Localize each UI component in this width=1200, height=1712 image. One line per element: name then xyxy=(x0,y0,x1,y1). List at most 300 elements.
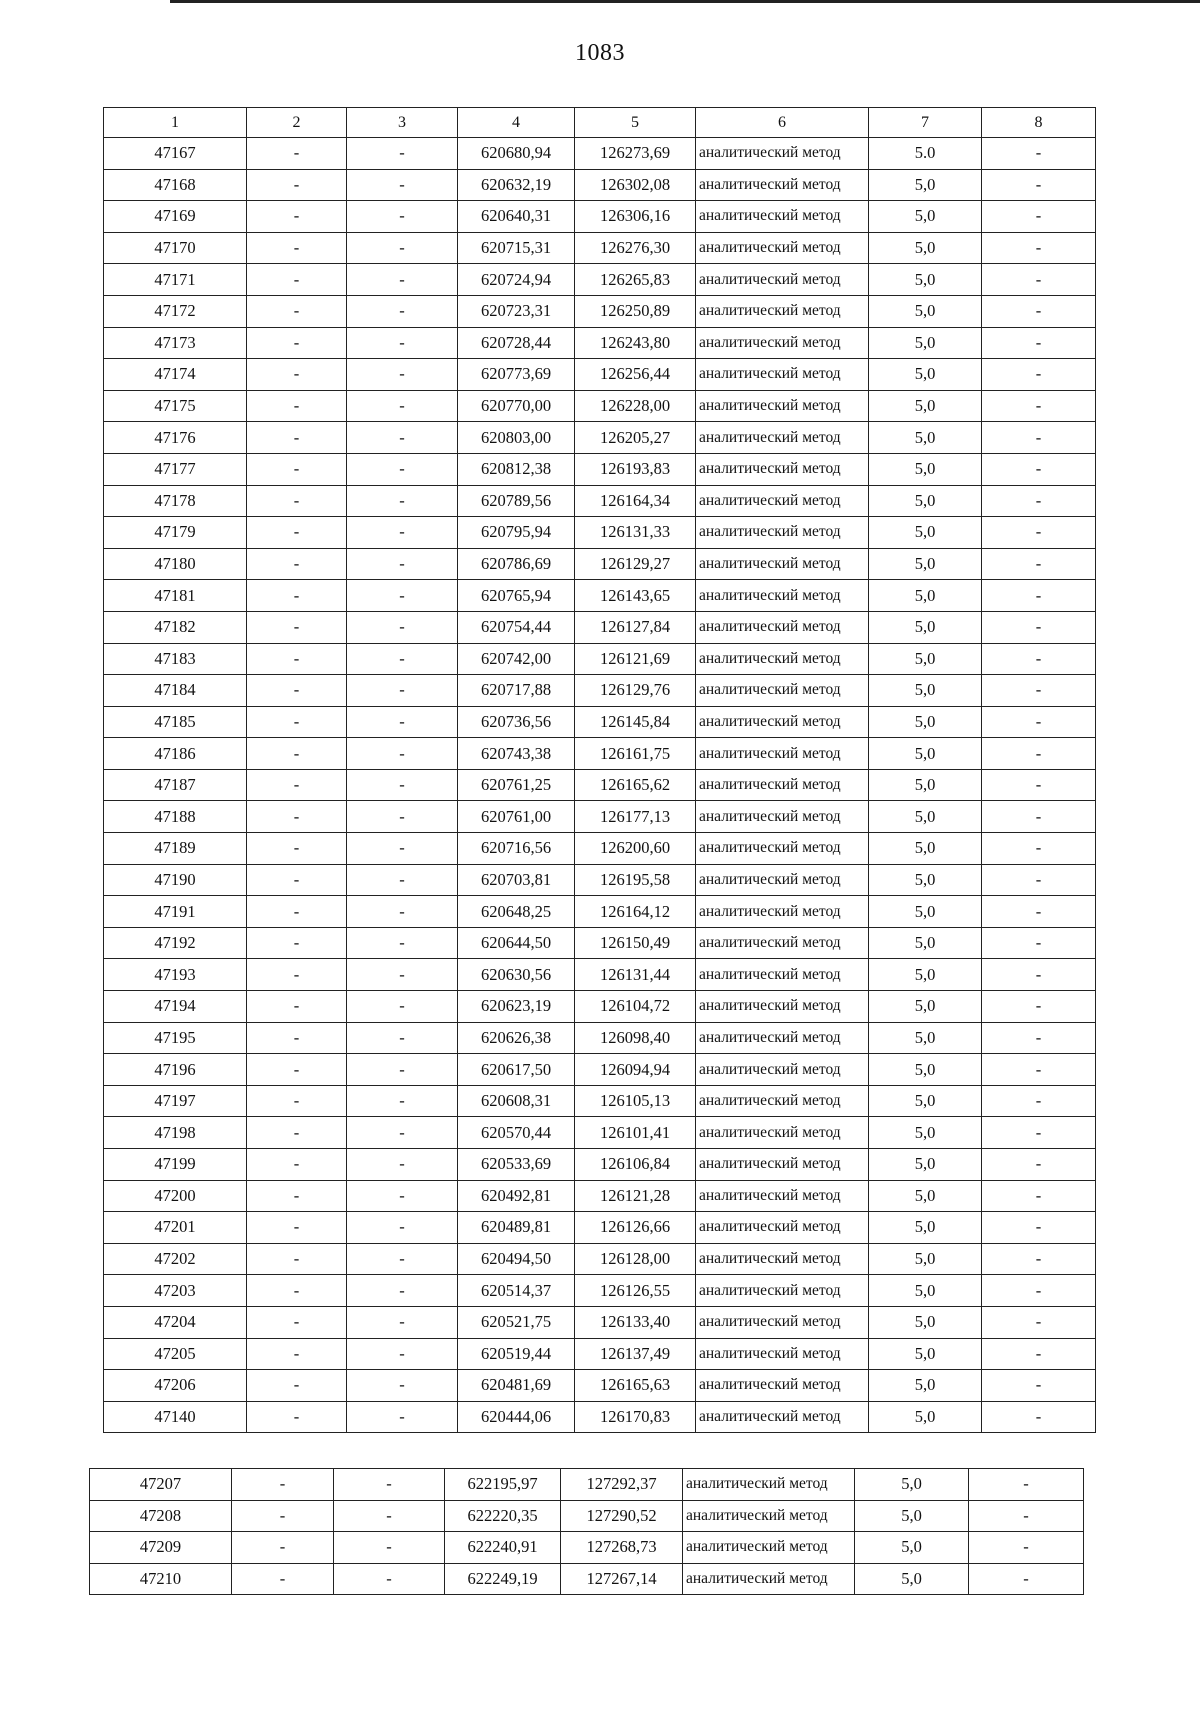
cell-col-4: 620489,81 xyxy=(458,1212,575,1244)
cell-col-4: 620640,31 xyxy=(458,201,575,233)
cell-col-5: 126131,33 xyxy=(575,517,696,549)
cell-col-3: - xyxy=(347,611,458,643)
cell-col-1: 47184 xyxy=(104,675,247,707)
cell-col-2: - xyxy=(247,295,347,327)
cell-col-6: аналитический метод xyxy=(696,517,869,549)
table-row xyxy=(104,548,1096,580)
cell-col-3: - xyxy=(347,1149,458,1181)
cell-col-7: 5,0 xyxy=(869,706,982,738)
table-row xyxy=(104,769,1096,801)
cell-col-5: 126106,84 xyxy=(575,1149,696,1181)
cell-col-8: - xyxy=(982,1085,1096,1117)
cell-col-5: 126165,62 xyxy=(575,769,696,801)
cell-col-6: аналитический метод xyxy=(696,232,869,264)
cell-col-4: 622240,91 xyxy=(445,1532,561,1564)
cell-col-5: 126195,58 xyxy=(575,864,696,896)
cell-col-3: - xyxy=(347,769,458,801)
cell-col-2: - xyxy=(247,611,347,643)
cell-col-6: аналитический метод xyxy=(696,1054,869,1086)
table-row xyxy=(104,1306,1096,1338)
cell-col-3: - xyxy=(347,1180,458,1212)
cell-col-2: - xyxy=(247,1306,347,1338)
cell-col-1: 47197 xyxy=(104,1085,247,1117)
cell-col-7: 5,0 xyxy=(869,390,982,422)
column-header-5: 5 xyxy=(575,108,696,138)
cell-col-4: 620492,81 xyxy=(458,1180,575,1212)
cell-col-7: 5,0 xyxy=(869,1022,982,1054)
cell-col-2: - xyxy=(247,548,347,580)
cell-col-7: 5,0 xyxy=(869,1243,982,1275)
cell-col-4: 620632,19 xyxy=(458,169,575,201)
page-number: 1083 xyxy=(575,40,625,66)
cell-col-1: 47174 xyxy=(104,359,247,391)
cell-col-6: аналитический метод xyxy=(696,1085,869,1117)
cell-col-3: - xyxy=(347,359,458,391)
cell-col-7: 5,0 xyxy=(869,991,982,1023)
cell-col-8: - xyxy=(982,611,1096,643)
coordinates-table-continued xyxy=(89,1468,1084,1595)
cell-col-1: 47179 xyxy=(104,517,247,549)
cell-col-1: 47195 xyxy=(104,1022,247,1054)
cell-col-2: - xyxy=(247,1338,347,1370)
cell-col-4: 620786,69 xyxy=(458,548,575,580)
cell-col-1: 47208 xyxy=(90,1500,232,1532)
cell-col-5: 126177,13 xyxy=(575,801,696,833)
cell-col-8: - xyxy=(982,1149,1096,1181)
cell-col-1: 47200 xyxy=(104,1180,247,1212)
table-row xyxy=(104,706,1096,738)
table-row xyxy=(104,453,1096,485)
cell-col-6: аналитический метод xyxy=(696,1338,869,1370)
cell-col-4: 620481,69 xyxy=(458,1370,575,1402)
cell-col-1: 47188 xyxy=(104,801,247,833)
table-row xyxy=(104,232,1096,264)
table-row xyxy=(104,422,1096,454)
cell-col-6: аналитический метод xyxy=(696,1180,869,1212)
cell-col-1: 47198 xyxy=(104,1117,247,1149)
cell-col-8: - xyxy=(982,738,1096,770)
cell-col-7: 5,0 xyxy=(869,201,982,233)
cell-col-7: 5,0 xyxy=(869,769,982,801)
cell-col-3: - xyxy=(347,864,458,896)
cell-col-6: аналитический метод xyxy=(696,1275,869,1307)
cell-col-8: - xyxy=(982,264,1096,296)
cell-col-3: - xyxy=(347,201,458,233)
table-row xyxy=(104,611,1096,643)
cell-col-4: 620765,94 xyxy=(458,580,575,612)
cell-col-8: - xyxy=(969,1563,1084,1595)
cell-col-5: 126205,27 xyxy=(575,422,696,454)
cell-col-4: 620703,81 xyxy=(458,864,575,896)
cell-col-6: аналитический метод xyxy=(696,264,869,296)
cell-col-4: 620717,88 xyxy=(458,675,575,707)
table-row xyxy=(104,201,1096,233)
cell-col-2: - xyxy=(247,1022,347,1054)
cell-col-5: 126094,94 xyxy=(575,1054,696,1086)
cell-col-4: 620570,44 xyxy=(458,1117,575,1149)
cell-col-7: 5,0 xyxy=(869,611,982,643)
cell-col-4: 620715,31 xyxy=(458,232,575,264)
cell-col-6: аналитический метод xyxy=(696,643,869,675)
cell-col-5: 127268,73 xyxy=(561,1532,683,1564)
cell-col-3: - xyxy=(347,643,458,675)
cell-col-8: - xyxy=(982,548,1096,580)
cell-col-7: 5,0 xyxy=(869,1117,982,1149)
cell-col-6: аналитический метод xyxy=(696,675,869,707)
cell-col-6: аналитический метод xyxy=(696,1022,869,1054)
cell-col-4: 622220,35 xyxy=(445,1500,561,1532)
cell-col-4: 620494,50 xyxy=(458,1243,575,1275)
cell-col-6: аналитический метод xyxy=(696,1149,869,1181)
cell-col-5: 126193,83 xyxy=(575,453,696,485)
cell-col-6: аналитический метод xyxy=(683,1563,855,1595)
cell-col-6: аналитический метод xyxy=(696,485,869,517)
cell-col-6: аналитический метод xyxy=(683,1500,855,1532)
cell-col-1: 47168 xyxy=(104,169,247,201)
cell-col-3: - xyxy=(334,1469,445,1501)
cell-col-5: 126104,72 xyxy=(575,991,696,1023)
cell-col-2: - xyxy=(247,485,347,517)
cell-col-8: - xyxy=(982,517,1096,549)
coordinates-table xyxy=(103,107,1096,1433)
cell-col-3: - xyxy=(347,959,458,991)
cell-col-8: - xyxy=(982,706,1096,738)
cell-col-4: 620630,56 xyxy=(458,959,575,991)
table-row xyxy=(104,359,1096,391)
cell-col-2: - xyxy=(247,896,347,928)
cell-col-5: 126250,89 xyxy=(575,295,696,327)
cell-col-6: аналитический метод xyxy=(696,580,869,612)
cell-col-7: 5,0 xyxy=(869,1306,982,1338)
cell-col-5: 127292,37 xyxy=(561,1469,683,1501)
cell-col-1: 47194 xyxy=(104,991,247,1023)
cell-col-2: - xyxy=(247,1212,347,1244)
cell-col-8: - xyxy=(982,1275,1096,1307)
cell-col-8: - xyxy=(982,1370,1096,1402)
cell-col-1: 47187 xyxy=(104,769,247,801)
cell-col-3: - xyxy=(347,896,458,928)
table-row xyxy=(104,138,1096,170)
cell-col-8: - xyxy=(982,927,1096,959)
cell-col-8: - xyxy=(982,1180,1096,1212)
table-row xyxy=(104,390,1096,422)
cell-col-5: 126164,34 xyxy=(575,485,696,517)
column-header-1: 1 xyxy=(104,108,247,138)
top-rule xyxy=(170,0,1200,3)
cell-col-5: 126164,12 xyxy=(575,896,696,928)
cell-col-1: 47186 xyxy=(104,738,247,770)
cell-col-6: аналитический метод xyxy=(696,801,869,833)
cell-col-2: - xyxy=(247,833,347,865)
table-row xyxy=(104,517,1096,549)
cell-col-3: - xyxy=(347,1085,458,1117)
cell-col-4: 620812,38 xyxy=(458,453,575,485)
cell-col-1: 47169 xyxy=(104,201,247,233)
cell-col-2: - xyxy=(247,991,347,1023)
cell-col-3: - xyxy=(347,991,458,1023)
table-row xyxy=(104,295,1096,327)
cell-col-1: 47207 xyxy=(90,1469,232,1501)
column-header-3: 3 xyxy=(347,108,458,138)
cell-col-7: 5,0 xyxy=(869,453,982,485)
cell-col-4: 620519,44 xyxy=(458,1338,575,1370)
cell-col-6: аналитический метод xyxy=(696,1401,869,1433)
cell-col-5: 126243,80 xyxy=(575,327,696,359)
cell-col-8: - xyxy=(982,1117,1096,1149)
table-row xyxy=(90,1532,1084,1564)
cell-col-1: 47190 xyxy=(104,864,247,896)
cell-col-7: 5,0 xyxy=(869,1054,982,1086)
cell-col-3: - xyxy=(334,1563,445,1595)
cell-col-2: - xyxy=(232,1532,334,1564)
cell-col-7: 5,0 xyxy=(869,896,982,928)
cell-col-2: - xyxy=(247,138,347,170)
table-row xyxy=(104,1212,1096,1244)
cell-col-6: аналитический метод xyxy=(696,1117,869,1149)
cell-col-7: 5,0 xyxy=(869,801,982,833)
table-row xyxy=(104,264,1096,296)
cell-col-1: 47185 xyxy=(104,706,247,738)
cell-col-3: - xyxy=(347,706,458,738)
column-header-7: 7 xyxy=(869,108,982,138)
cell-col-1: 47191 xyxy=(104,896,247,928)
table-row xyxy=(104,1180,1096,1212)
cell-col-1: 47173 xyxy=(104,327,247,359)
cell-col-8: - xyxy=(982,959,1096,991)
cell-col-8: - xyxy=(982,1054,1096,1086)
cell-col-4: 620644,50 xyxy=(458,927,575,959)
cell-col-5: 127267,14 xyxy=(561,1563,683,1595)
cell-col-7: 5,0 xyxy=(869,1275,982,1307)
cell-col-3: - xyxy=(347,1212,458,1244)
cell-col-6: аналитический метод xyxy=(696,295,869,327)
cell-col-1: 47177 xyxy=(104,453,247,485)
cell-col-5: 126101,41 xyxy=(575,1117,696,1149)
cell-col-2: - xyxy=(232,1469,334,1501)
cell-col-2: - xyxy=(247,1085,347,1117)
cell-col-8: - xyxy=(982,453,1096,485)
cell-col-2: - xyxy=(247,517,347,549)
cell-col-3: - xyxy=(347,232,458,264)
cell-col-7: 5,0 xyxy=(869,517,982,549)
table-row xyxy=(104,1338,1096,1370)
cell-col-8: - xyxy=(969,1532,1084,1564)
cell-col-2: - xyxy=(247,359,347,391)
column-header-2: 2 xyxy=(247,108,347,138)
cell-col-8: - xyxy=(982,580,1096,612)
cell-col-1: 47205 xyxy=(104,1338,247,1370)
cell-col-2: - xyxy=(247,580,347,612)
cell-col-1: 47209 xyxy=(90,1532,232,1564)
cell-col-6: аналитический метод xyxy=(696,1306,869,1338)
cell-col-2: - xyxy=(247,422,347,454)
cell-col-5: 126133,40 xyxy=(575,1306,696,1338)
cell-col-3: - xyxy=(334,1532,445,1564)
cell-col-6: аналитический метод xyxy=(696,359,869,391)
cell-col-2: - xyxy=(247,801,347,833)
cell-col-5: 126273,69 xyxy=(575,138,696,170)
cell-col-3: - xyxy=(347,548,458,580)
cell-col-1: 47189 xyxy=(104,833,247,865)
cell-col-3: - xyxy=(347,295,458,327)
cell-col-8: - xyxy=(982,801,1096,833)
cell-col-1: 47193 xyxy=(104,959,247,991)
cell-col-5: 126276,30 xyxy=(575,232,696,264)
cell-col-8: - xyxy=(982,1401,1096,1433)
cell-col-4: 620623,19 xyxy=(458,991,575,1023)
cell-col-2: - xyxy=(247,1117,347,1149)
cell-col-2: - xyxy=(247,232,347,264)
cell-col-6: аналитический метод xyxy=(696,927,869,959)
cell-col-7: 5,0 xyxy=(869,548,982,580)
cell-col-3: - xyxy=(347,1054,458,1086)
cell-col-1: 47210 xyxy=(90,1563,232,1595)
cell-col-7: 5,0 xyxy=(869,1370,982,1402)
cell-col-7: 5,0 xyxy=(869,232,982,264)
cell-col-5: 126129,27 xyxy=(575,548,696,580)
cell-col-4: 620754,44 xyxy=(458,611,575,643)
table-row xyxy=(104,485,1096,517)
cell-col-7: 5.0 xyxy=(869,138,982,170)
table-row xyxy=(104,1117,1096,1149)
cell-col-8: - xyxy=(982,1306,1096,1338)
cell-col-7: 5,0 xyxy=(869,1401,982,1433)
table-row xyxy=(104,927,1096,959)
cell-col-4: 620761,25 xyxy=(458,769,575,801)
cell-col-8: - xyxy=(982,864,1096,896)
cell-col-3: - xyxy=(347,801,458,833)
table-row xyxy=(104,833,1096,865)
cell-col-3: - xyxy=(347,390,458,422)
cell-col-2: - xyxy=(247,1370,347,1402)
cell-col-1: 47172 xyxy=(104,295,247,327)
cell-col-4: 620444,06 xyxy=(458,1401,575,1433)
cell-col-3: - xyxy=(347,264,458,296)
cell-col-5: 126256,44 xyxy=(575,359,696,391)
cell-col-1: 47175 xyxy=(104,390,247,422)
cell-col-1: 47199 xyxy=(104,1149,247,1181)
cell-col-5: 126228,00 xyxy=(575,390,696,422)
cell-col-1: 47170 xyxy=(104,232,247,264)
cell-col-2: - xyxy=(247,643,347,675)
cell-col-6: аналитический метод xyxy=(696,169,869,201)
cell-col-1: 47206 xyxy=(104,1370,247,1402)
cell-col-1: 47167 xyxy=(104,138,247,170)
cell-col-5: 126098,40 xyxy=(575,1022,696,1054)
cell-col-2: - xyxy=(247,1275,347,1307)
cell-col-5: 126170,83 xyxy=(575,1401,696,1433)
cell-col-6: аналитический метод xyxy=(696,422,869,454)
cell-col-4: 620723,31 xyxy=(458,295,575,327)
cell-col-7: 5,0 xyxy=(869,359,982,391)
cell-col-6: аналитический метод xyxy=(696,738,869,770)
cell-col-8: - xyxy=(982,991,1096,1023)
cell-col-7: 5,0 xyxy=(855,1500,969,1532)
cell-col-7: 5,0 xyxy=(869,1338,982,1370)
cell-col-8: - xyxy=(982,769,1096,801)
table-row xyxy=(104,991,1096,1023)
column-header-4: 4 xyxy=(458,108,575,138)
cell-col-6: аналитический метод xyxy=(696,1370,869,1402)
cell-col-8: - xyxy=(982,138,1096,170)
cell-col-8: - xyxy=(982,643,1096,675)
cell-col-8: - xyxy=(982,1212,1096,1244)
cell-col-1: 47204 xyxy=(104,1306,247,1338)
cell-col-8: - xyxy=(982,1338,1096,1370)
cell-col-6: аналитический метод xyxy=(696,1212,869,1244)
cell-col-2: - xyxy=(232,1563,334,1595)
cell-col-1: 47171 xyxy=(104,264,247,296)
table-row xyxy=(104,1401,1096,1433)
cell-col-6: аналитический метод xyxy=(696,453,869,485)
header-row xyxy=(104,108,1096,138)
cell-col-4: 620724,94 xyxy=(458,264,575,296)
cell-col-2: - xyxy=(247,264,347,296)
cell-col-8: - xyxy=(982,485,1096,517)
cell-col-6: аналитический метод xyxy=(683,1532,855,1564)
cell-col-7: 5,0 xyxy=(855,1532,969,1564)
cell-col-7: 5,0 xyxy=(869,643,982,675)
cell-col-4: 620728,44 xyxy=(458,327,575,359)
cell-col-2: - xyxy=(247,864,347,896)
cell-col-3: - xyxy=(347,138,458,170)
cell-col-5: 127290,52 xyxy=(561,1500,683,1532)
cell-col-2: - xyxy=(247,201,347,233)
cell-col-3: - xyxy=(347,1401,458,1433)
cell-col-4: 620617,50 xyxy=(458,1054,575,1086)
cell-col-3: - xyxy=(347,485,458,517)
cell-col-8: - xyxy=(969,1500,1084,1532)
cell-col-5: 126127,84 xyxy=(575,611,696,643)
cell-col-5: 126105,13 xyxy=(575,1085,696,1117)
cell-col-5: 126306,16 xyxy=(575,201,696,233)
cell-col-6: аналитический метод xyxy=(696,327,869,359)
cell-col-2: - xyxy=(247,675,347,707)
cell-col-5: 126137,49 xyxy=(575,1338,696,1370)
cell-col-5: 126145,84 xyxy=(575,706,696,738)
cell-col-8: - xyxy=(982,1022,1096,1054)
cell-col-8: - xyxy=(969,1469,1084,1501)
table-row xyxy=(104,169,1096,201)
cell-col-2: - xyxy=(247,927,347,959)
cell-col-8: - xyxy=(982,422,1096,454)
cell-col-2: - xyxy=(247,769,347,801)
cell-col-4: 620770,00 xyxy=(458,390,575,422)
cell-col-6: аналитический метод xyxy=(696,706,869,738)
cell-col-2: - xyxy=(247,1401,347,1433)
cell-col-5: 126129,76 xyxy=(575,675,696,707)
cell-col-6: аналитический метод xyxy=(696,991,869,1023)
cell-col-5: 126126,55 xyxy=(575,1275,696,1307)
column-header-8: 8 xyxy=(982,108,1096,138)
cell-col-7: 5,0 xyxy=(869,959,982,991)
cell-col-4: 620795,94 xyxy=(458,517,575,549)
table-row xyxy=(104,1085,1096,1117)
cell-col-8: - xyxy=(982,675,1096,707)
cell-col-5: 126121,28 xyxy=(575,1180,696,1212)
cell-col-7: 5,0 xyxy=(869,675,982,707)
cell-col-8: - xyxy=(982,1243,1096,1275)
cell-col-7: 5,0 xyxy=(869,264,982,296)
cell-col-5: 126143,65 xyxy=(575,580,696,612)
cell-col-7: 5,0 xyxy=(869,295,982,327)
cell-col-7: 5,0 xyxy=(869,1085,982,1117)
table-row xyxy=(104,1243,1096,1275)
cell-col-3: - xyxy=(347,453,458,485)
cell-col-2: - xyxy=(247,1180,347,1212)
cell-col-2: - xyxy=(247,453,347,485)
cell-col-5: 126302,08 xyxy=(575,169,696,201)
